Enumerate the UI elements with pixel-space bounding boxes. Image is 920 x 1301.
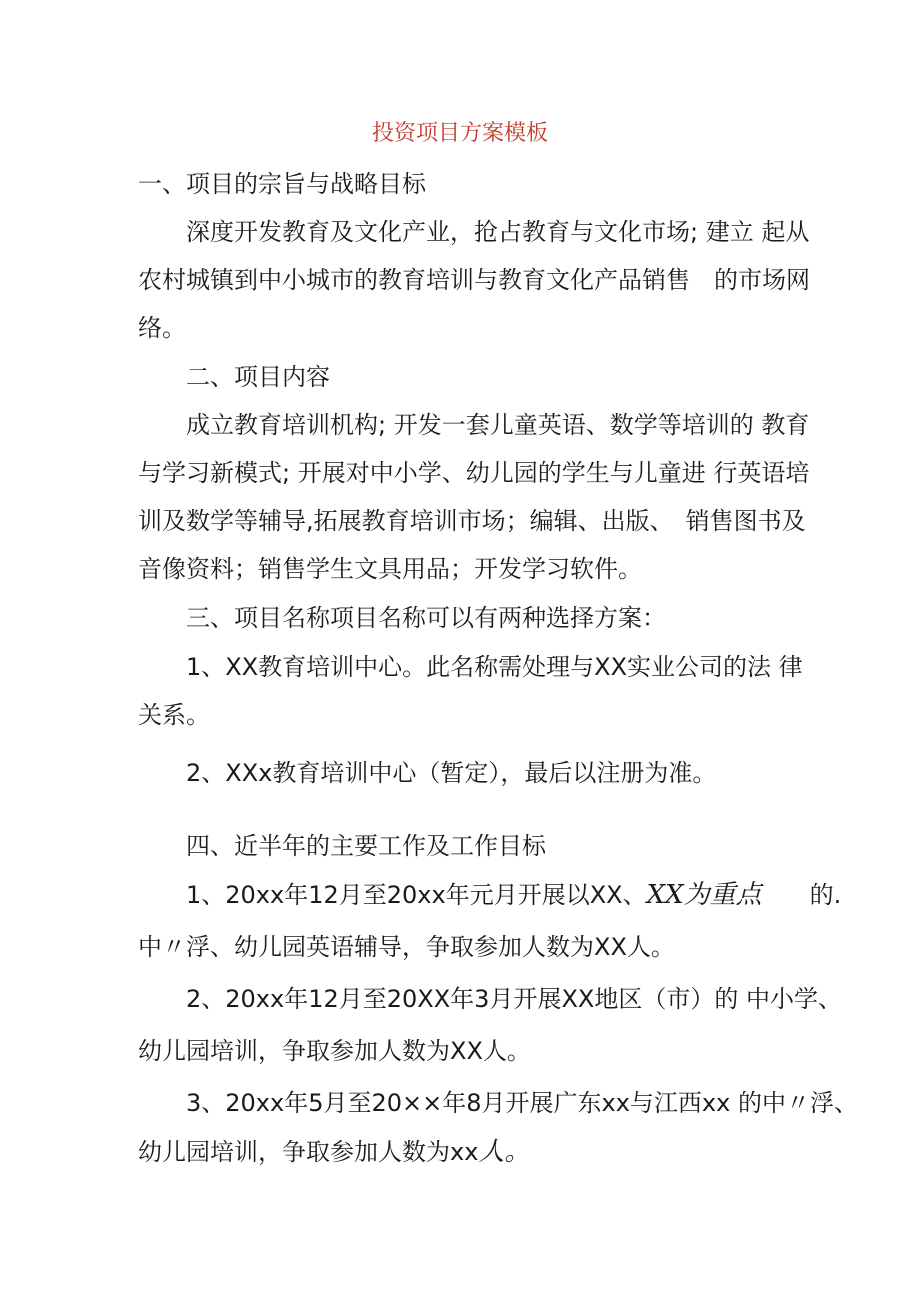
work-item-line: 幼儿园培训，争取参加人数为XX人。 [138, 1037, 531, 1065]
document-title: 投资项目方案模板 [371, 121, 548, 146]
handwritten-text: XX为重点 [646, 880, 762, 910]
work-item-text: 幼儿园培训，争取参加人数为xx [138, 1138, 479, 1166]
paragraph-line: 与学习新模式; 开展对中小学、幼儿园的学生与儿童进 行英语培 [138, 459, 810, 487]
section-heading-2: 二、项目内容 [186, 363, 330, 391]
work-item-text: 的. [809, 881, 842, 909]
option-line: 2、XXx教育培训中心（暂定），最后以注册为准。 [186, 759, 717, 787]
paragraph-line: 成立教育培训机构; 开发一套儿童英语、数学等培训的 教育 [186, 411, 810, 439]
paragraph-line: 音像资料；销售学生文具用品；开发学习软件。 [138, 555, 642, 583]
handwritten-text: 人。 [478, 1137, 531, 1167]
paragraph-line: 络。 [138, 314, 186, 342]
section-heading-4: 四、近半年的主要工作及工作目标 [186, 832, 546, 860]
paragraph-line: 深度开发教育及文化产业，抢占教育与文化市场; 建立 起从 [186, 218, 810, 246]
section-heading-1: 一、项目的宗旨与战略目标 [138, 170, 426, 198]
work-item-line [138, 1136, 530, 1168]
work-item-1 [186, 879, 841, 911]
work-item-2: 2、20xx年12月至20XX年3月开展XX地区（市）的 中小学、 [186, 985, 842, 1013]
work-item-3: 3、20xx年5月至20××年8月开展广东xx与江西xx 的中〃浮、 [186, 1089, 858, 1117]
section-heading-3: 三、项目名称项目名称可以有两种选择方案： [186, 604, 666, 632]
work-item-text: 1、20xx年12月至20xx年元月开展以XX、 [186, 881, 647, 909]
work-item-line: 中〃浮、幼儿园英语辅导，争取参加人数为XX人。 [138, 933, 675, 961]
option-line: 关系。 [138, 701, 210, 729]
paragraph-line: 农村城镇到中小城市的教育培训与教育文化产品销售 的市场网 [138, 266, 810, 294]
paragraph-line: 训及数学等辅导,拓展教育培训市场；编辑、出版、 销售图书及 [138, 507, 806, 535]
option-line: 1、XX教育培训中心。此名称需处理与XX实业公司的法 律 [186, 653, 803, 681]
